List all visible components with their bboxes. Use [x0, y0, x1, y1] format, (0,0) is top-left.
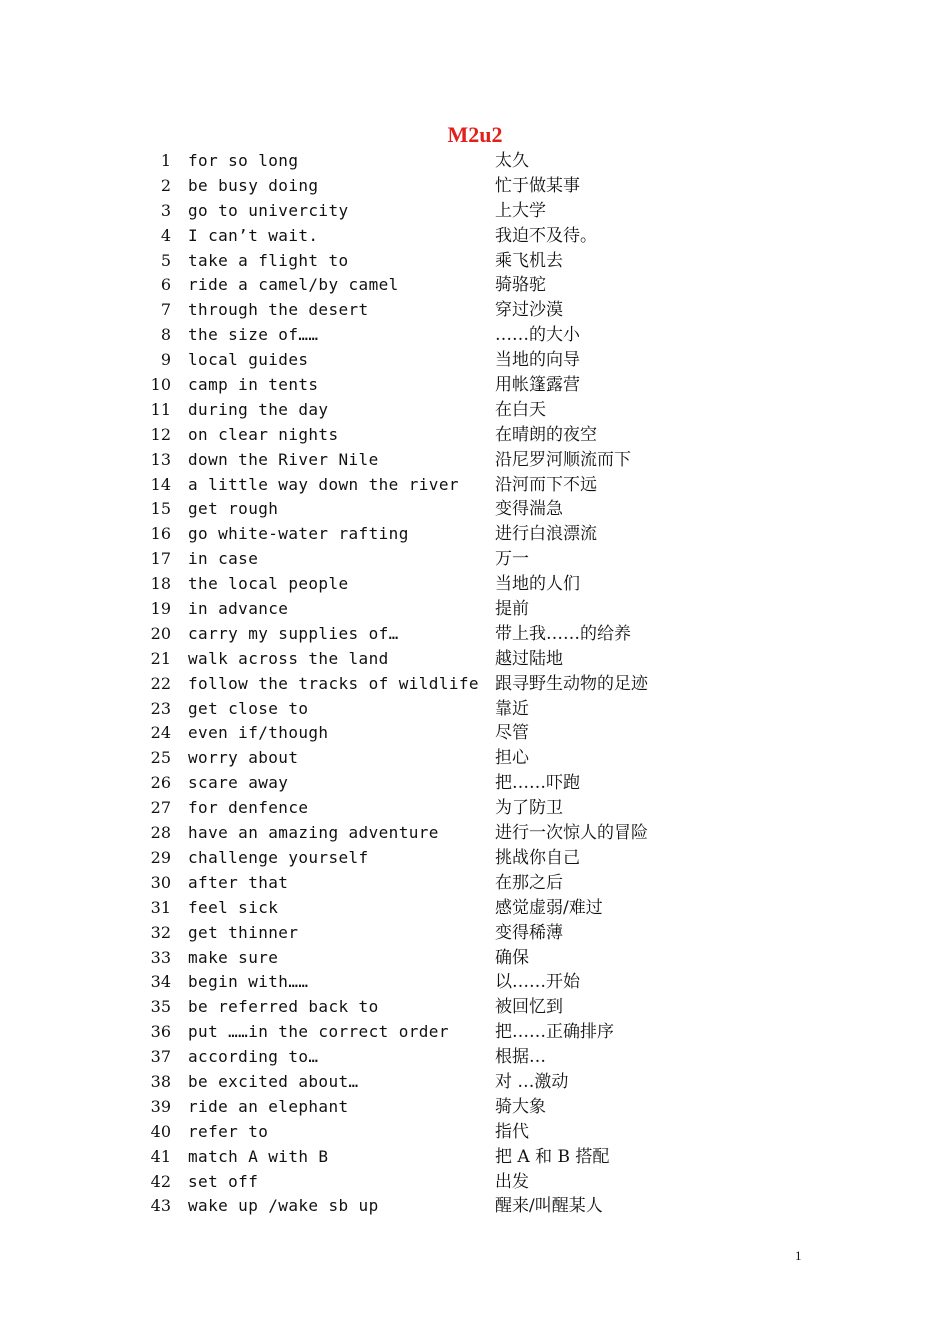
english-phrase: through the desert	[188, 300, 369, 320]
list-item	[140, 896, 840, 921]
chinese-translation: 在晴朗的夜空	[495, 424, 597, 445]
chinese-translation: 靠近	[495, 698, 529, 719]
list-item	[140, 995, 840, 1020]
item-number: 23	[150, 698, 171, 718]
list-item	[140, 174, 840, 199]
list-item	[140, 249, 840, 274]
chinese-translation: 带上我……的给养	[495, 623, 631, 644]
english-phrase: for denfence	[188, 798, 309, 818]
english-phrase: a little way down the river	[188, 474, 459, 494]
english-phrase: be referred back to	[188, 997, 379, 1017]
item-number: 19	[150, 599, 171, 619]
chinese-translation: 指代	[495, 1121, 529, 1142]
item-number: 38	[150, 1071, 171, 1091]
list-item	[140, 697, 840, 722]
list-item	[140, 398, 840, 423]
chinese-translation: 我迫不及待。	[495, 225, 597, 246]
list-item	[140, 572, 840, 597]
list-item	[140, 846, 840, 871]
list-item	[140, 871, 840, 896]
item-number: 34	[150, 972, 171, 992]
item-number: 13	[150, 449, 171, 469]
item-number: 43	[150, 1196, 171, 1216]
item-number: 33	[150, 947, 171, 967]
list-item	[140, 721, 840, 746]
item-number: 8	[160, 325, 171, 345]
list-item	[140, 547, 840, 572]
chinese-translation: 变得稀薄	[495, 922, 563, 943]
chinese-translation: 担心	[495, 748, 529, 769]
english-phrase: for so long	[188, 151, 299, 170]
list-item	[140, 298, 840, 323]
item-number: 42	[150, 1171, 171, 1191]
english-phrase: carry my supplies of…	[188, 623, 399, 643]
chinese-translation: 太久	[495, 151, 529, 171]
item-number: 22	[150, 673, 171, 693]
english-phrase: even if/though	[188, 723, 329, 743]
list-item	[140, 323, 840, 348]
list-item	[140, 921, 840, 946]
english-phrase: have an amazing adventure	[188, 823, 439, 843]
item-number: 41	[150, 1146, 171, 1166]
list-item	[140, 1020, 840, 1045]
item-number: 26	[150, 773, 171, 793]
english-phrase: challenge yourself	[188, 847, 369, 867]
english-phrase: scare away	[188, 773, 289, 793]
chinese-translation: 把……正确排序	[495, 1022, 614, 1043]
chinese-translation: 挑战你自己	[495, 847, 580, 868]
english-phrase: ride a camel/by camel	[188, 275, 399, 295]
chinese-translation: 被回忆到	[495, 997, 563, 1018]
chinese-translation: 提前	[495, 599, 529, 620]
item-number: 24	[150, 723, 171, 743]
english-phrase: I can’t wait.	[188, 225, 319, 245]
english-phrase: according to…	[188, 1047, 319, 1067]
item-number: 31	[150, 897, 171, 917]
item-number: 3	[160, 200, 171, 220]
english-phrase: get close to	[188, 698, 309, 718]
english-phrase: walk across the land	[188, 648, 389, 668]
chinese-translation: ……的大小	[495, 325, 580, 346]
english-phrase: refer to	[188, 1121, 269, 1141]
item-number: 6	[160, 275, 171, 295]
english-phrase: on clear nights	[188, 424, 339, 444]
english-phrase: set off	[188, 1171, 259, 1191]
chinese-translation: 进行一次惊人的冒险	[495, 823, 648, 844]
list-item	[140, 1095, 840, 1120]
chinese-translation: 对 …激动	[495, 1071, 569, 1092]
list-item	[140, 149, 840, 174]
chinese-translation: 变得湍急	[495, 499, 563, 520]
english-phrase: the local people	[188, 574, 349, 594]
item-number: 18	[150, 574, 171, 594]
item-number: 28	[150, 823, 171, 843]
chinese-translation: 在那之后	[495, 872, 563, 893]
list-item	[140, 473, 840, 498]
chinese-translation: 沿尼罗河顺流而下	[495, 449, 631, 470]
english-phrase: in case	[188, 549, 259, 569]
list-item	[140, 672, 840, 697]
list-item	[140, 796, 840, 821]
list-item	[140, 1120, 840, 1145]
item-number: 4	[160, 225, 171, 245]
page-title: M2u2	[447, 122, 503, 147]
list-item	[140, 522, 840, 547]
chinese-translation: 用帐篷露营	[495, 375, 580, 396]
chinese-translation: 把……吓跑	[495, 773, 580, 794]
item-number: 15	[150, 499, 171, 519]
english-phrase: after that	[188, 872, 289, 892]
list-item	[140, 771, 840, 796]
list-item	[140, 1045, 840, 1070]
chinese-translation: 根据…	[495, 1047, 546, 1068]
item-number: 12	[150, 424, 171, 444]
item-number: 40	[150, 1121, 171, 1141]
english-phrase: during the day	[188, 399, 329, 419]
item-number: 32	[150, 922, 171, 942]
list-item	[140, 1194, 840, 1219]
english-phrase: be busy doing	[188, 175, 319, 195]
list-item	[140, 423, 840, 448]
chinese-translation: 为了防卫	[495, 798, 563, 819]
item-number: 21	[150, 648, 171, 668]
item-number: 10	[150, 375, 171, 395]
chinese-translation: 在白天	[495, 399, 546, 420]
english-phrase: worry about	[188, 748, 299, 768]
list-item	[140, 273, 840, 298]
english-phrase: ride an elephant	[188, 1096, 349, 1116]
list-item	[140, 622, 840, 647]
english-phrase: make sure	[188, 947, 279, 967]
chinese-translation: 以……开始	[495, 972, 580, 993]
item-number: 27	[150, 798, 171, 818]
list-item	[140, 348, 840, 373]
english-phrase: get thinner	[188, 922, 299, 942]
chinese-translation: 把 A 和 B 搭配	[495, 1146, 610, 1167]
chinese-translation: 乘飞机去	[495, 250, 563, 271]
vocabulary-list	[140, 149, 840, 1219]
english-phrase: get rough	[188, 499, 279, 519]
chinese-translation: 确保	[495, 947, 529, 968]
item-number: 9	[160, 350, 171, 370]
english-phrase: camp in tents	[188, 375, 319, 395]
english-phrase: feel sick	[188, 897, 279, 917]
list-item	[140, 224, 840, 249]
item-number: 25	[150, 748, 171, 768]
item-number: 29	[150, 847, 171, 867]
list-item	[140, 448, 840, 473]
item-number: 35	[150, 997, 171, 1017]
item-number: 5	[160, 250, 171, 270]
item-number: 7	[160, 300, 171, 320]
item-number: 20	[150, 623, 171, 643]
list-item	[140, 199, 840, 224]
chinese-translation: 沿河而下不远	[495, 474, 597, 495]
english-phrase: wake up /wake sb up	[188, 1196, 379, 1216]
english-phrase: begin with……	[188, 972, 309, 992]
english-phrase: local guides	[188, 350, 309, 370]
item-number: 14	[150, 474, 171, 494]
list-item	[140, 970, 840, 995]
list-item	[140, 597, 840, 622]
list-item	[140, 373, 840, 398]
item-number: 11	[150, 399, 171, 419]
chinese-translation: 越过陆地	[495, 648, 563, 669]
english-phrase: be excited about…	[188, 1071, 359, 1091]
list-item	[140, 746, 840, 771]
english-phrase: put ……in the correct order	[188, 1022, 449, 1042]
page-number: 1	[795, 1248, 802, 1263]
list-item	[140, 1070, 840, 1095]
item-number: 16	[150, 524, 171, 544]
item-number: 30	[150, 872, 171, 892]
list-item	[140, 1170, 840, 1195]
item-number: 39	[150, 1096, 171, 1116]
chinese-translation: 上大学	[495, 200, 546, 221]
english-phrase: take a flight to	[188, 250, 349, 270]
list-item	[140, 1145, 840, 1170]
english-phrase: follow the tracks of wildlife	[188, 673, 479, 693]
english-phrase: the size of……	[188, 325, 319, 345]
english-phrase: go white-water rafting	[188, 524, 409, 544]
chinese-translation: 醒来/叫醒某人	[495, 1196, 603, 1217]
list-item	[140, 497, 840, 522]
chinese-translation: 穿过沙漠	[495, 300, 563, 321]
list-item	[140, 946, 840, 971]
chinese-translation: 跟寻野生动物的足迹	[495, 673, 648, 694]
chinese-translation: 当地的向导	[495, 350, 580, 371]
item-number: 1	[160, 151, 171, 170]
chinese-translation: 当地的人们	[495, 574, 580, 595]
chinese-translation: 感觉虚弱/难过	[495, 897, 603, 918]
chinese-translation: 万一	[495, 549, 529, 570]
list-item	[140, 647, 840, 672]
english-phrase: in advance	[188, 599, 289, 619]
chinese-translation: 忙于做某事	[495, 175, 580, 196]
item-number: 36	[150, 1022, 171, 1042]
list-item	[140, 821, 840, 846]
chinese-translation: 骑骆驼	[495, 275, 546, 296]
english-phrase: down the River Nile	[188, 449, 379, 469]
chinese-translation: 骑大象	[495, 1096, 546, 1117]
english-phrase: go to univercity	[188, 200, 349, 220]
english-phrase: match A with B	[188, 1146, 329, 1166]
chinese-translation: 尽管	[495, 723, 529, 744]
item-number: 17	[150, 549, 171, 569]
item-number: 37	[150, 1047, 171, 1067]
chinese-translation: 进行白浪漂流	[495, 524, 597, 545]
item-number: 2	[160, 175, 171, 195]
chinese-translation: 出发	[495, 1171, 529, 1192]
